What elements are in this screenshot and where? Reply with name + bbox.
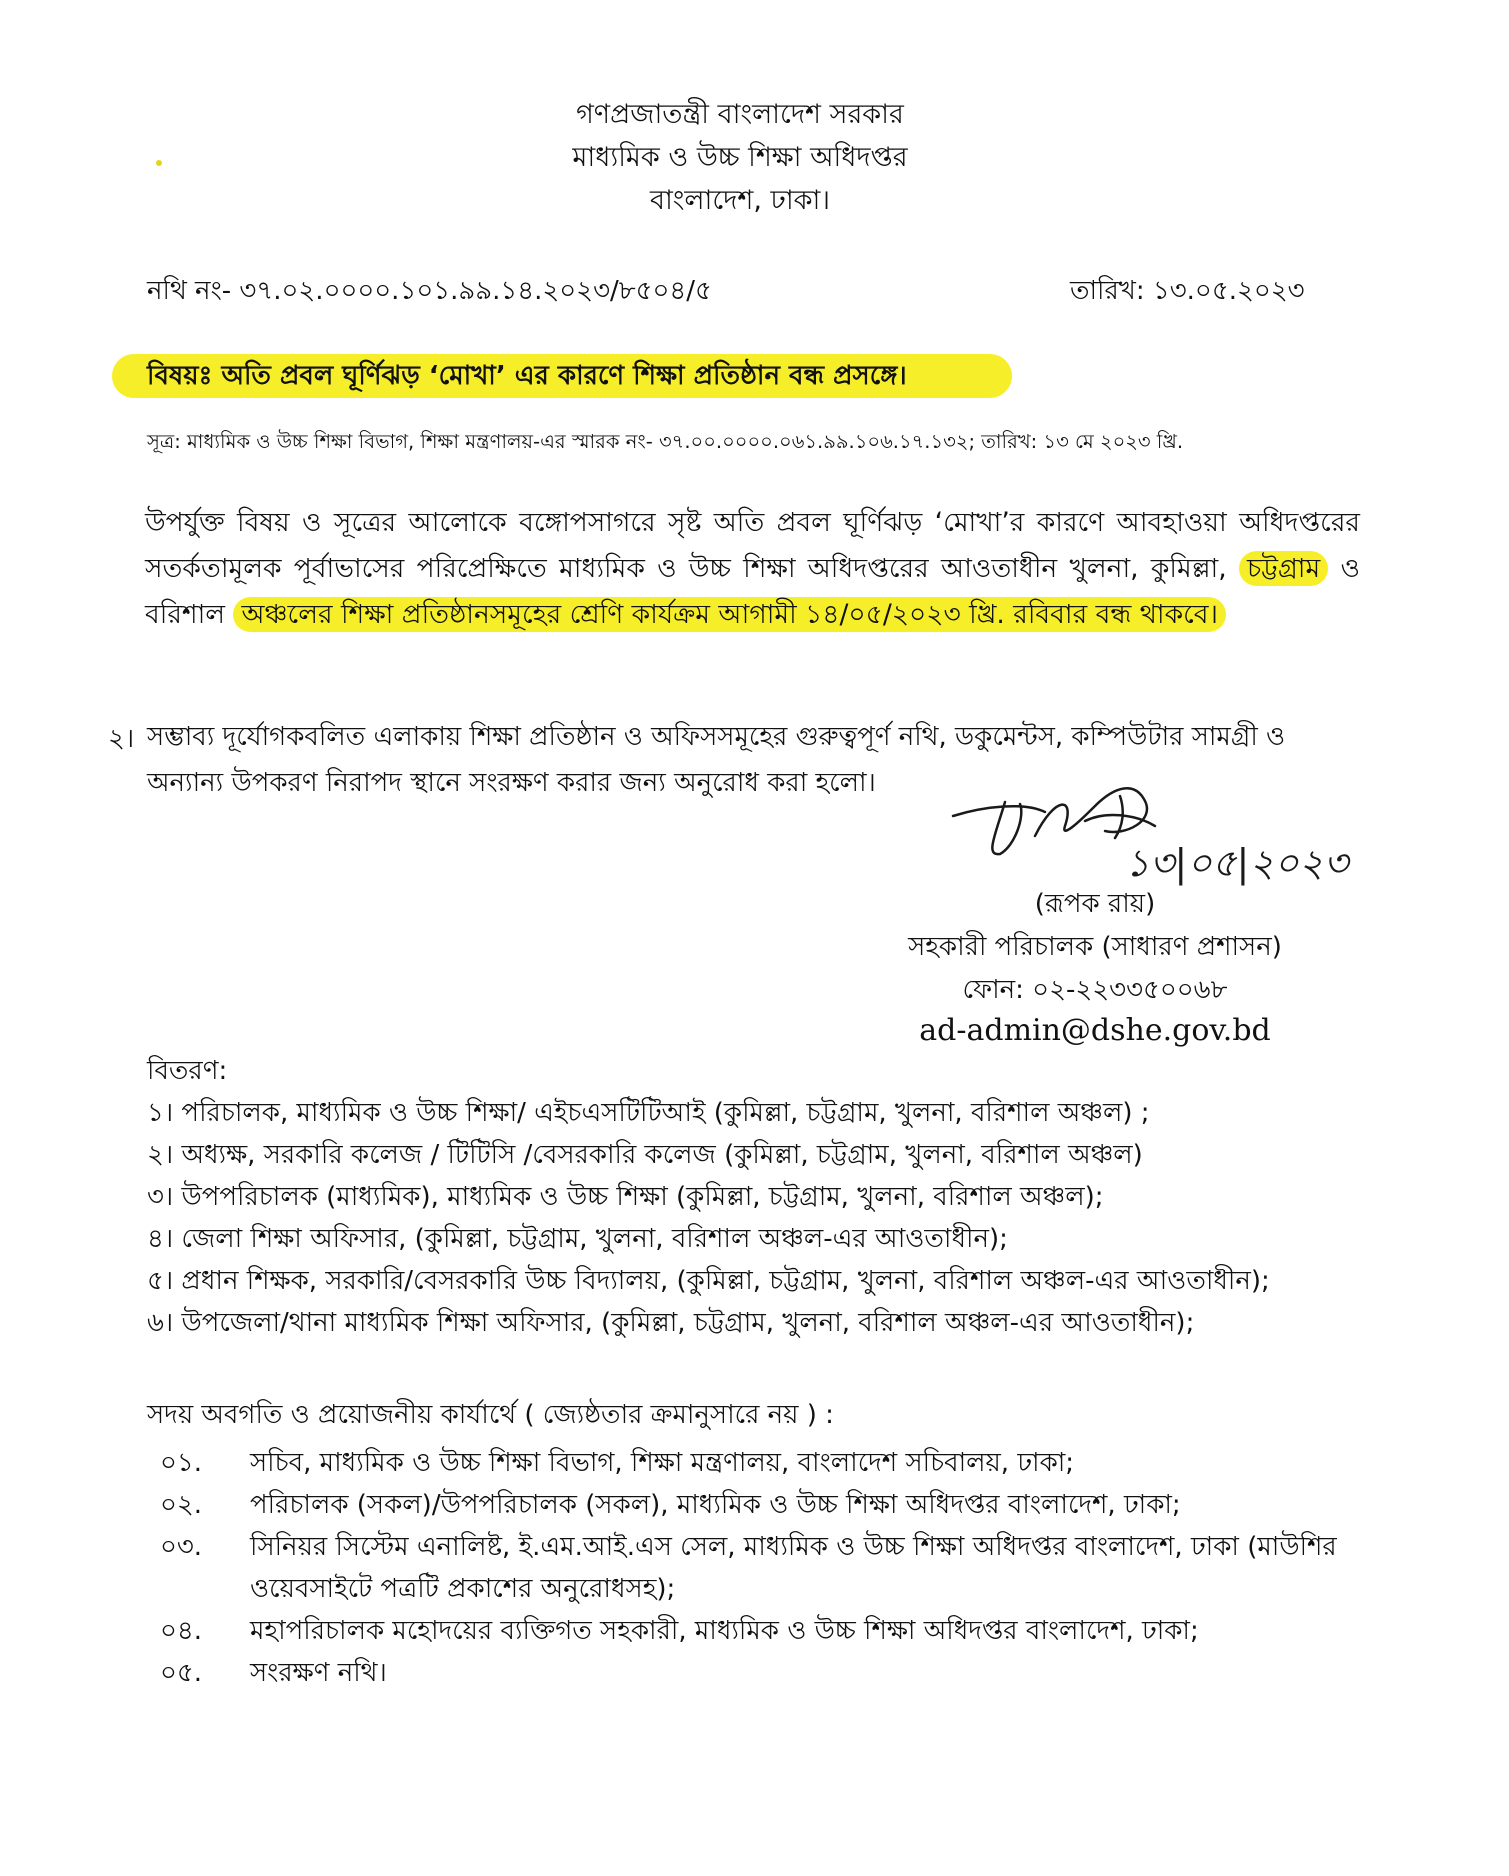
info-copy-text: মহাপরিচালক মহোদয়ের ব্যক্তিগত সহকারী, মাধ্যমিক ও উচ্চ শিক্ষা অধিদপ্তর বাংলাদেশ, ঢাকা;	[250, 1616, 1199, 1646]
info-copy-number: ০৫.	[160, 1658, 203, 1688]
header-directorate: মাধ্যমিক ও উচ্চ শিক্ষা অধিদপ্তর	[572, 142, 908, 173]
distribution-item: ২। অধ্যক্ষ, সরকারি কলেজ / টিটিসি /বেসরকারি কলেজ (কুমিল্লা, চট্টগ্রাম, খুলনা, বরিশাল অঞ্চল)	[147, 1140, 1143, 1170]
yellow-dot	[156, 160, 162, 166]
body-paragraph-1	[145, 500, 1360, 638]
distribution-item: ৫। প্রধান শিক্ষক, সরকারি/বেসরকারি উচ্চ বিদ্যালয়, (কুমিল্লা, চট্টগ্রাম, খুলনা, বরিশাল অঞ্চল-এর আওতাধীন);	[147, 1266, 1270, 1296]
info-copy-heading: সদয় অবগতি ও প্রয়োজনীয় কার্যার্থে ( জ্যেষ্ঠতার ক্রমানুসারে নয় ) :	[147, 1400, 834, 1430]
info-copy-text: সিনিয়র সিস্টেম এনালিষ্ট, ই.এম.আই.এস সেল, মাধ্যমিক ও উচ্চ শিক্ষা অধিদপ্তর বাংলাদেশ, ঢাকা (মাউশির	[250, 1532, 1337, 1562]
signature-icon	[945, 776, 1425, 886]
signatory-designation: সহকারী পরিচালক (সাধারণ প্রশাসন)	[908, 932, 1282, 962]
info-copy-number: ০৩.	[160, 1532, 203, 1562]
paragraph-1-text-b: ও বরিশাল	[145, 553, 1360, 630]
info-copy-item	[160, 1526, 1337, 1568]
paragraph-2-number: ২।	[108, 724, 135, 754]
info-copy-number: ০২.	[160, 1490, 203, 1520]
header-govt: গণপ্রজাতন্ত্রী বাংলাদেশ সরকার	[576, 99, 904, 130]
info-copy-text: পরিচালক (সকল)/উপপরিচালক (সকল), মাধ্যমিক ও উচ্চ শিক্ষা অধিদপ্তর বাংলাদেশ, ঢাকা;	[250, 1490, 1181, 1520]
handwritten-date: ১৩|০৫|২০২৩	[1125, 841, 1349, 885]
highlight-chattogram: চট্টগ্রাম	[1239, 551, 1328, 586]
signatory-name: (রূপক রায়)	[1034, 889, 1156, 919]
signatory-phone: ফোন: ০২-২২৩৩৫০০৬৮	[962, 975, 1228, 1005]
distribution-item: ৪। জেলা শিক্ষা অফিসার, (কুমিল্লা, চট্টগ্রাম, খুলনা, বরিশাল অঞ্চল-এর আওতাধীন);	[147, 1224, 1008, 1254]
info-copy-text: সংরক্ষণ নথি।	[250, 1658, 387, 1688]
info-copy-item	[160, 1652, 387, 1694]
info-copy-item	[160, 1484, 1181, 1526]
distribution-item: ১। পরিচালক, মাধ্যমিক ও উচ্চ শিক্ষা/ এইচএসটিটিআই (কুমিল্লা, চট্টগ্রাম, খুলনা, বরিশাল অঞ্চল) ;	[147, 1098, 1150, 1128]
info-copy-number: ০১.	[160, 1448, 203, 1478]
highlight-closure-notice: অঞ্চলের শিক্ষা প্রতিষ্ঠানসমূহের শ্রেণি কার্যক্রম আগামী ১৪/০৫/২০২৩ খ্রি. রবিবার বন্ধ থাকবে।	[233, 597, 1226, 632]
distribution-item: ৬। উপজেলা/থানা মাধ্যমিক শিক্ষা অফিসার, (কুমিল্লা, চট্টগ্রাম, খুলনা, বরিশাল অঞ্চল-এর আওতাধীন);	[147, 1308, 1195, 1338]
memo-date: তারিখ: ১৩.০৫.২০২৩	[1070, 276, 1305, 306]
info-copy-item	[160, 1610, 1199, 1652]
distribution-heading: বিতরণ:	[147, 1056, 228, 1086]
info-copy-item	[160, 1442, 1074, 1484]
info-copy-text: সচিব, মাধ্যমিক ও উচ্চ শিক্ষা বিভাগ, শিক্ষা মন্ত্রণালয়, বাংলাদেশ সচিবালয়, ঢাকা;	[250, 1448, 1075, 1478]
signatory-email[interactable]: ad-admin@dshe.gov.bd	[919, 1013, 1271, 1048]
reference-line: সূত্র: মাধ্যমিক ও উচ্চ শিক্ষা বিভাগ, শিক্ষা মন্ত্রণালয়-এর স্মারক নং- ৩৭.০০.০০০০.০৬১.৯৯.১০৬.১৭.১৩২; তারিখ: ১৩ মে ২০২৩ খ্রি.	[147, 430, 1184, 453]
subject-line: বিষয়ঃ অতি প্রবল ঘূর্ণিঝড় ‘মোখা’ এর কারণে শিক্ষা প্রতিষ্ঠান বন্ধ প্রসঙ্গে।	[147, 361, 907, 391]
info-copy-text-continued: ওয়েবসাইটে পত্রটি প্রকাশের অনুরোধসহ);	[250, 1574, 676, 1604]
body-paragraph-2: সম্ভাব্য দূর্যোগকবলিত এলাকায় শিক্ষা প্রতিষ্ঠান ও অফিসসমূহের গুরুত্বপূর্ণ নথি, ডকুমেন্টস, কম্পিউটার সামগ্রী ও অন্যান্য উপকরণ নিরাপদ স্থানে সংরক্ষণ করার জন্য অনুরোধ করা হলো।	[147, 722, 1286, 798]
paragraph-1-text-a: উপর্যুক্ত বিষয় ও সূত্রের আলোকে বঙ্গোপসাগরে সৃষ্ট অতি প্রবল ঘূর্ণিঝড় ‘মোখা’র কারণে আবহাওয়া অধিদপ্তরের সতর্কতামূলক পূর্বাভাসের পরিপ্রেক্ষিতে মাধ্যমিক ও উচ্চ শিক্ষা অধিদপ্তরের আওতাধীন খুলনা, কুমিল্লা,	[145, 507, 1360, 584]
info-copy-number: ০৪.	[160, 1616, 203, 1646]
distribution-item: ৩। উপপরিচালক (মাধ্যমিক), মাধ্যমিক ও উচ্চ শিক্ষা (কুমিল্লা, চট্টগ্রাম, খুলনা, বরিশাল অঞ্চল);	[147, 1182, 1104, 1212]
memo-number: নথি নং- ৩৭.০২.০০০০.১০১.৯৯.১৪.২০২৩/৮৫০৪/৫	[147, 276, 712, 306]
header-location: বাংলাদেশ, ঢাকা।	[649, 185, 831, 216]
